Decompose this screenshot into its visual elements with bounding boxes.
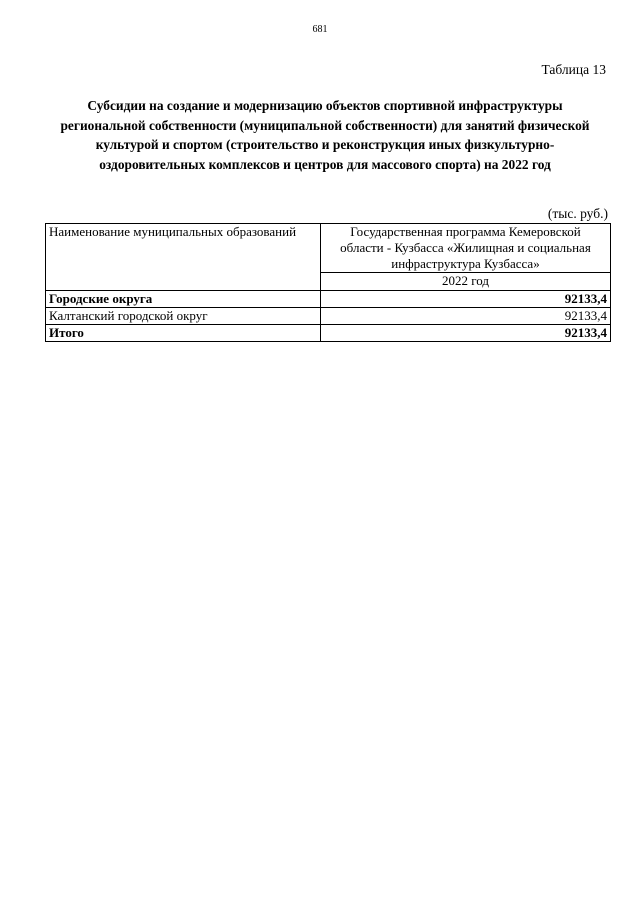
table-row-total xyxy=(46,325,611,342)
header-year: 2022 год xyxy=(321,273,611,291)
table-row xyxy=(46,291,611,308)
header-program-line: инфраструктура Кузбасса» xyxy=(391,256,540,271)
title-line: региональной собственности (муниципальной собственности) для занятий физической xyxy=(60,117,590,133)
table-header-row xyxy=(46,224,611,273)
row-value: 92133,4 xyxy=(321,291,611,308)
page-number: 681 xyxy=(312,24,328,35)
row-name: Калтанский городской округ xyxy=(46,308,321,325)
units-label: (тыс. руб.) xyxy=(547,206,608,221)
header-program-line: Государственная программа Кемеровской xyxy=(350,224,581,239)
header-program xyxy=(321,224,611,273)
title-line: оздоровительных комплексов и центров для массового спорта) на 2022 год xyxy=(99,156,551,172)
title-line: Субсидии на создание и модернизацию объектов спортивной инфраструктуры xyxy=(87,98,563,113)
row-value: 92133,4 xyxy=(321,308,611,325)
document-title xyxy=(40,96,610,174)
header-municipality: Наименование муниципальных образований xyxy=(46,224,321,291)
table-label: Таблица 13 xyxy=(541,62,606,77)
row-name: Итого xyxy=(46,325,321,342)
table-row xyxy=(46,308,611,325)
subsidy-table xyxy=(45,223,611,342)
row-value: 92133,4 xyxy=(321,325,611,342)
header-program-line: области - Кузбасса «Жилищная и социальная xyxy=(340,240,591,255)
title-line: культурой и спортом (строительство и реконструкция иных физкультурно- xyxy=(95,137,555,152)
row-name: Городские округа xyxy=(46,291,321,308)
